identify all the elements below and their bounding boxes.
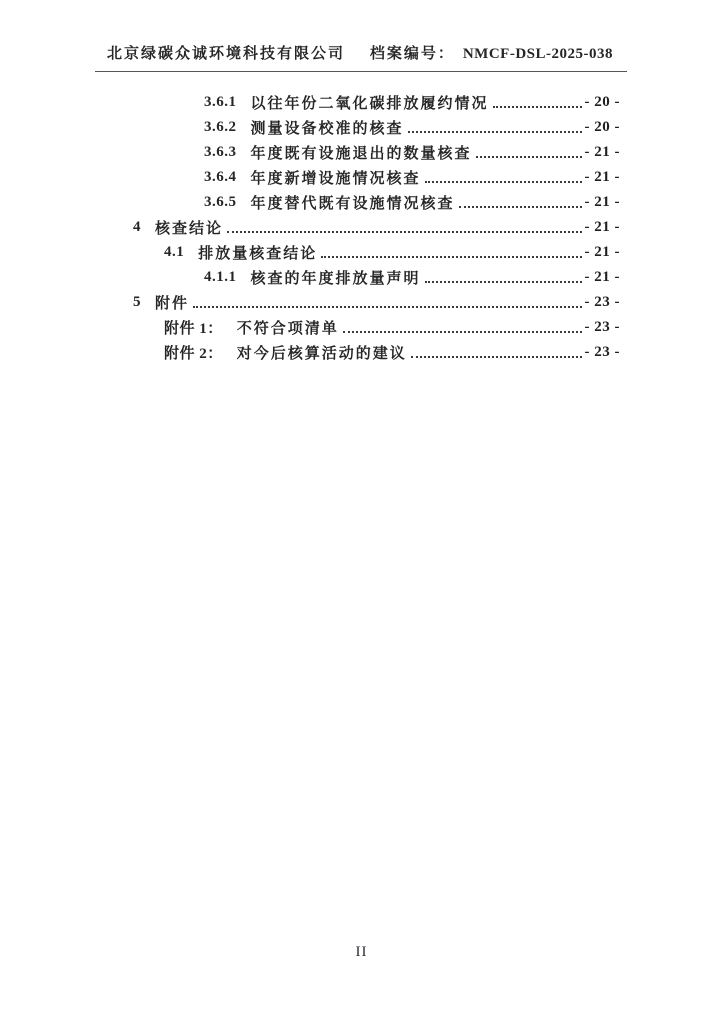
- header-doc-ref: [370, 44, 627, 64]
- toc-entry-page: - 21 -: [584, 194, 620, 210]
- toc-entry-title: 核查的年度排放量声明: [250, 271, 421, 287]
- toc-entry-number: 4: [133, 219, 141, 235]
- toc-entry-page: - 20 -: [584, 94, 620, 110]
- toc-entry-title: 对今后核算活动的建议: [236, 346, 407, 362]
- toc-entry[interactable]: [95, 265, 620, 290]
- dot-leader: [476, 156, 582, 158]
- dot-leader: [493, 106, 582, 108]
- toc-entry-page: - 21 -: [584, 269, 620, 285]
- toc-entry[interactable]: [95, 240, 620, 265]
- dot-leader: [227, 231, 581, 233]
- toc-entry-title: 附件: [155, 296, 190, 312]
- page-footer: [0, 944, 723, 961]
- toc-entry-title: 年度新增设施情况核查: [250, 171, 421, 187]
- toc-entry-number: 3.6.1: [204, 94, 237, 110]
- toc-entry[interactable]: [95, 340, 620, 365]
- dot-leader: [425, 181, 582, 183]
- toc-entry-page: - 21 -: [584, 244, 620, 260]
- toc-entry-title: 核查结论: [155, 221, 224, 237]
- header-company-name: 北京绿碳众诚环境科技有限公司: [107, 46, 346, 62]
- toc-entry-page: - 21 -: [584, 144, 620, 160]
- dot-leader: [193, 306, 581, 308]
- header-doc-ref-label: 档案编号：: [369, 46, 455, 62]
- dot-leader: [321, 256, 581, 258]
- toc-entry-number: 4.1.1: [204, 269, 237, 285]
- toc-entry-number: 4.1: [164, 244, 185, 260]
- dot-leader: [459, 206, 582, 208]
- toc-entry-number: 5: [133, 294, 141, 310]
- toc-entry[interactable]: [95, 315, 620, 340]
- toc-entry[interactable]: [95, 290, 620, 315]
- toc-entry-number: 附件 2：: [164, 346, 223, 362]
- toc-entry[interactable]: [95, 140, 620, 165]
- toc-entry-page: - 23 -: [584, 344, 620, 360]
- toc-entry-number: 附件 1：: [164, 321, 223, 337]
- toc-entry-number: 3.6.4: [204, 169, 237, 185]
- toc-entry-number: 3.6.3: [204, 144, 237, 160]
- toc-entry-title: 不符合项清单: [236, 321, 339, 337]
- dot-leader: [411, 356, 582, 358]
- dot-leader: [425, 281, 582, 283]
- toc-entry-page: - 21 -: [584, 219, 620, 235]
- toc-entry-title: 测量设备校准的核查: [250, 121, 404, 137]
- page-header: [95, 44, 627, 72]
- toc-entry-number: 3.6.5: [204, 194, 237, 210]
- toc-entry-page: - 20 -: [584, 119, 620, 135]
- toc-entry[interactable]: [95, 190, 620, 215]
- toc-entry-number: 3.6.2: [204, 119, 237, 135]
- toc-entry[interactable]: [95, 90, 620, 115]
- dot-leader: [408, 131, 582, 133]
- toc-entry-title: 年度替代既有设施情况核查: [250, 196, 455, 212]
- toc-entry[interactable]: [95, 115, 620, 140]
- toc-entry[interactable]: [95, 165, 620, 190]
- toc-entry-title: 年度既有设施退出的数量核查: [250, 146, 472, 162]
- table-of-contents: [95, 90, 620, 365]
- toc-entry-title: 排放量核查结论: [198, 246, 318, 262]
- header-doc-ref-number: NMCF-DSL-2025-038: [462, 46, 613, 62]
- dot-leader: [343, 331, 582, 333]
- toc-entry-title: 以往年份二氧化碳排放履约情况: [250, 96, 489, 112]
- page-number: II: [355, 944, 368, 960]
- toc-entry-page: - 23 -: [584, 319, 620, 335]
- toc-entry-page: - 23 -: [584, 294, 620, 310]
- toc-entry[interactable]: [95, 215, 620, 240]
- toc-entry-page: - 21 -: [584, 169, 620, 185]
